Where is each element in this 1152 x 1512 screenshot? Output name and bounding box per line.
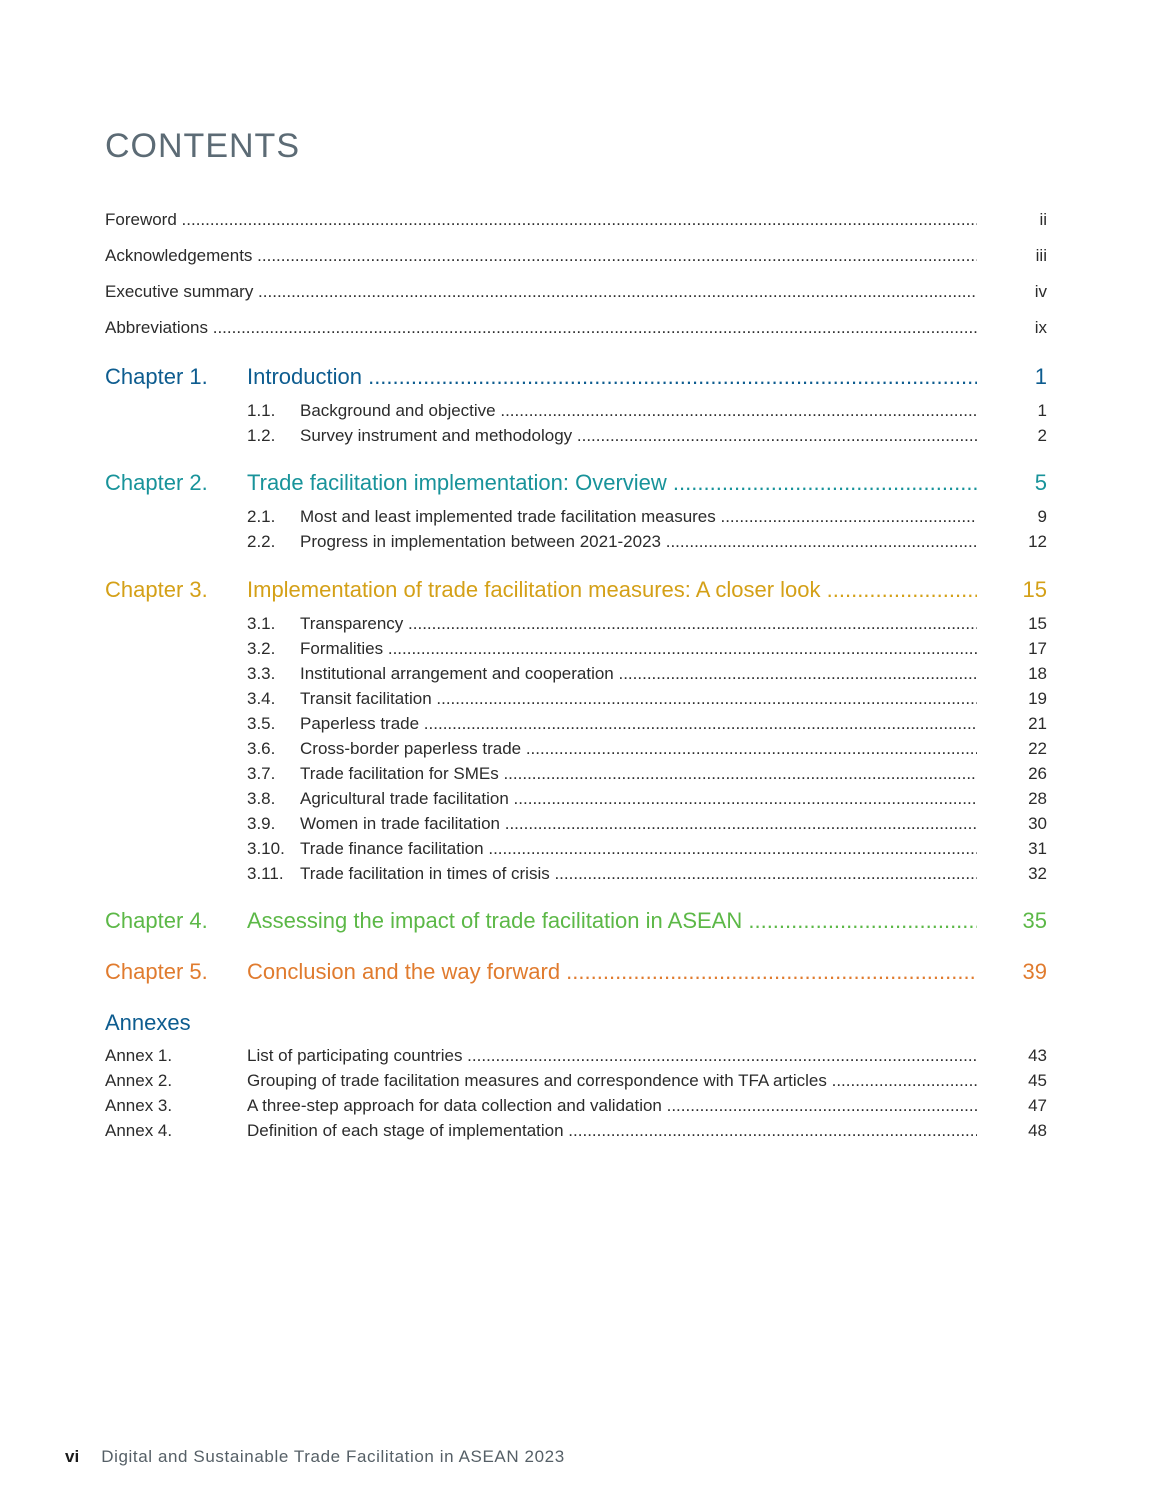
toc-annex-2[interactable]: [105, 1068, 1047, 1093]
toc-section-3-10[interactable]: [105, 836, 1047, 861]
toc-entry-title: Acknowledgements .....: [105, 243, 977, 269]
section-page: 22: [1028, 739, 1047, 758]
annex-label: Annex 1.: [105, 1046, 173, 1065]
section-title: Most and least implemented trade facilitation measures .....: [300, 504, 977, 529]
section-title: Institutional arrangement and cooperation .....: [300, 661, 977, 686]
section-number: 2.1.: [247, 507, 276, 526]
chapter-label: Chapter 5.: [105, 959, 208, 984]
chapter-title: Assessing the impact of trade facilitation in ASEAN .....: [247, 906, 977, 936]
section-title: Trade facilitation for SMEs .....: [300, 761, 977, 786]
annex-page: 43: [1028, 1046, 1047, 1065]
section-page: 31: [1028, 839, 1047, 858]
section-title: Trade facilitation in times of crisis .....: [300, 861, 977, 886]
chapter-title: Introduction .....: [247, 362, 977, 392]
section-number: 3.7.: [247, 764, 276, 783]
annex-title: A three-step approach for data collection and validation .....: [247, 1093, 977, 1118]
section-page: 9: [1037, 507, 1047, 526]
footer-publication-title: Digital and Sustainable Trade Facilitation in ASEAN 2023: [101, 1447, 565, 1466]
chapter-title: Implementation of trade facilitation measures: A closer look .....: [247, 575, 977, 605]
section-page: 30: [1028, 814, 1047, 833]
section-page: 17: [1028, 639, 1047, 658]
section-number: 3.3.: [247, 664, 276, 683]
section-page: 12: [1028, 532, 1047, 551]
section-number: 1.1.: [247, 401, 276, 420]
toc-section-3-6[interactable]: [105, 736, 1047, 761]
chapter-page: 15: [1022, 577, 1047, 602]
toc-section-3-3[interactable]: [105, 661, 1047, 686]
section-number: 3.4.: [247, 689, 276, 708]
chapter-label: Chapter 1.: [105, 364, 208, 389]
annex-title: List of participating countries .....: [247, 1043, 977, 1068]
section-page: 32: [1028, 864, 1047, 883]
chapter-title: Trade facilitation implementation: Overview .....: [247, 468, 977, 498]
annexes-heading: Annexes: [105, 1010, 191, 1035]
toc-entry-title: Foreword .....: [105, 207, 977, 233]
annex-title: Grouping of trade facilitation measures and correspondence with TFA articles .....: [247, 1068, 977, 1093]
section-title: Survey instrument and methodology .....: [300, 423, 977, 448]
annex-label: Annex 3.: [105, 1096, 173, 1115]
section-number: 3.2.: [247, 639, 276, 658]
section-page: 21: [1028, 714, 1047, 733]
section-title: Women in trade facilitation .....: [300, 811, 977, 836]
section-page: 1: [1037, 401, 1047, 420]
toc-entry-page: iv: [1034, 282, 1047, 301]
toc-section-3-8[interactable]: [105, 786, 1047, 811]
section-number: 3.9.: [247, 814, 276, 833]
toc-chapter-1[interactable]: [105, 362, 1047, 392]
toc-section-3-7[interactable]: [105, 761, 1047, 786]
chapter-label: Chapter 2.: [105, 470, 208, 495]
section-number: 3.8.: [247, 789, 276, 808]
section-number: 2.2.: [247, 532, 276, 551]
toc-section-3-2[interactable]: [105, 636, 1047, 661]
toc-entry-abbreviations[interactable]: [105, 315, 1047, 341]
section-number: 1.2.: [247, 426, 276, 445]
toc-entry-title: Executive summary .....: [105, 279, 977, 305]
toc-section-3-4[interactable]: [105, 686, 1047, 711]
page-title: CONTENTS: [105, 127, 300, 165]
section-title: Paperless trade .....: [300, 711, 977, 736]
section-page: 15: [1028, 614, 1047, 633]
section-title: Cross-border paperless trade .....: [300, 736, 977, 761]
section-title: Formalities .....: [300, 636, 977, 661]
section-title: Transit facilitation .....: [300, 686, 977, 711]
toc-section-1-2[interactable]: [105, 423, 1047, 448]
toc-chapter-4[interactable]: [105, 906, 1047, 936]
toc-section-3-11[interactable]: [105, 861, 1047, 886]
chapter-page: 5: [1034, 470, 1047, 495]
section-title: Transparency .....: [300, 611, 977, 636]
section-number: 3.6.: [247, 739, 276, 758]
section-title: Agricultural trade facilitation .....: [300, 786, 977, 811]
toc-entry-page: iii: [1035, 246, 1047, 265]
section-number: 3.11.: [247, 864, 284, 883]
toc-section-3-9[interactable]: [105, 811, 1047, 836]
annex-title: Definition of each stage of implementation .....: [247, 1118, 977, 1143]
annex-page: 47: [1028, 1096, 1047, 1115]
section-title: Trade finance facilitation .....: [300, 836, 977, 861]
section-number: 3.10.: [247, 839, 285, 858]
toc-section-2-1[interactable]: [105, 504, 1047, 529]
chapter-page: 1: [1034, 364, 1047, 389]
toc-annex-1[interactable]: [105, 1043, 1047, 1068]
section-title: Progress in implementation between 2021-2023 .....: [300, 529, 977, 554]
toc-section-3-5[interactable]: [105, 711, 1047, 736]
chapter-label: Chapter 4.: [105, 908, 208, 933]
chapter-label: Chapter 3.: [105, 577, 208, 602]
toc-chapter-3[interactable]: [105, 575, 1047, 605]
section-title: Background and objective .....: [300, 398, 977, 423]
annex-label: Annex 4.: [105, 1121, 173, 1140]
toc-section-1-1[interactable]: [105, 398, 1047, 423]
annex-page: 45: [1028, 1071, 1047, 1090]
chapter-title: Conclusion and the way forward .....: [247, 957, 977, 987]
toc-annex-3[interactable]: [105, 1093, 1047, 1118]
toc-section-2-2[interactable]: [105, 529, 1047, 554]
toc-section-3-1[interactable]: [105, 611, 1047, 636]
toc-entry-acknowledgements[interactable]: [105, 243, 1047, 269]
annex-page: 48: [1028, 1121, 1047, 1140]
page-footer: [65, 1444, 565, 1470]
section-page: 19: [1028, 689, 1047, 708]
section-number: 3.1.: [247, 614, 276, 633]
toc-entry-page: ii: [1039, 210, 1047, 229]
section-number: 3.5.: [247, 714, 276, 733]
toc-chapter-5[interactable]: [105, 957, 1047, 987]
chapter-page: 39: [1022, 959, 1047, 984]
toc-entry-page: ix: [1034, 318, 1047, 337]
section-page: 28: [1028, 789, 1047, 808]
chapter-page: 35: [1022, 908, 1047, 933]
section-page: 26: [1028, 764, 1047, 783]
section-page: 18: [1028, 664, 1047, 683]
toc-chapter-2[interactable]: [105, 468, 1047, 498]
toc-entry-foreword[interactable]: [105, 207, 1047, 233]
toc-entry-executive-summary[interactable]: [105, 279, 1047, 305]
toc-entry-title: Abbreviations .....: [105, 315, 977, 341]
section-page: 2: [1037, 426, 1047, 445]
toc-annex-4[interactable]: [105, 1118, 1047, 1143]
annex-label: Annex 2.: [105, 1071, 173, 1090]
footer-page-number: vi: [65, 1447, 80, 1466]
